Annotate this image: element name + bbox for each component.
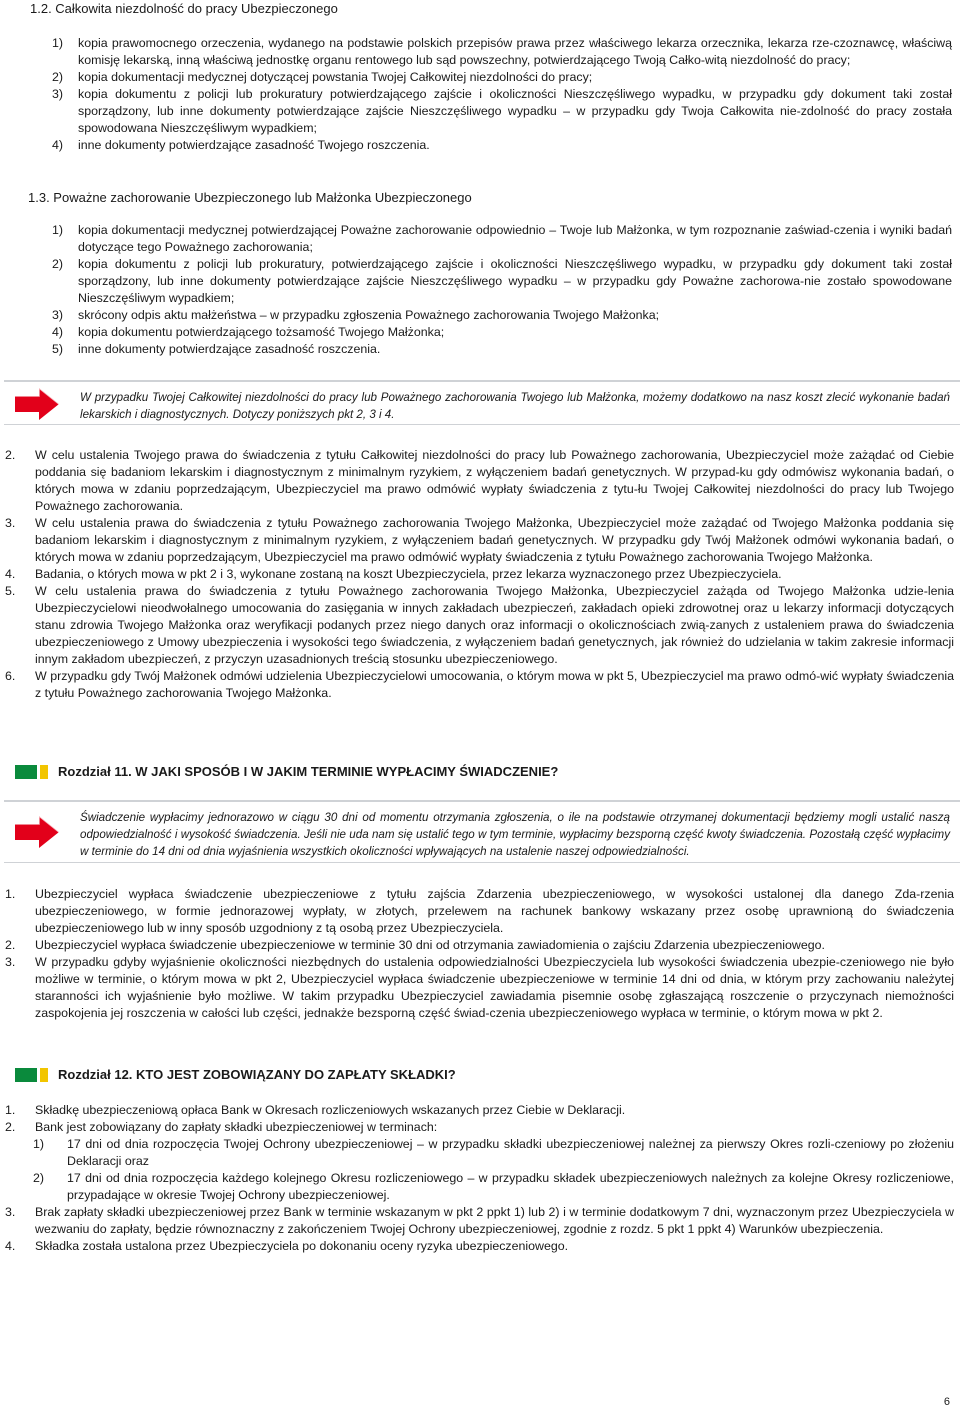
list-item: 3. W celu ustalenia prawa do świadczenia z tytułu Poważnego zachorowania Twojego Małżonka, Ubezpieczyciel może zażądać od Twojego Małżonka poddania się badaniom lekarskim i diagnostycznym z minimalnym ryzykiem, z wyłączeniem badań genetycznych. W przypadku gdy Twój Małżonek odmówi wykonania badań, o których mowa w zdaniu poprzedzającym, Ubezpieczyciel ma prawo odmówić wypłaty świadczenia z tytułu Poważnego zachorowania Twojego Małżonka.: [5, 516, 954, 564]
page-number: 6: [943, 1396, 950, 1408]
callout-bottom-rule: [4, 424, 960, 425]
chapter-11-list: [5, 886, 954, 1022]
section-1-3-list: [52, 222, 952, 358]
list-item: 2. W celu ustalenia Twojego prawa do świadczenia z tytułu Całkowitej niezdolności do pracy lub Poważnego zachorowania, Ubezpieczyciel może zażądać od Ciebie poddania się badaniom lekarskim i diagnostycznym z minimalnym ryzykiem, z wyłączeniem badań genetycznych. W przypad-ku gdy odmówisz wykonania badań, o których mowa w zdaniu poprzedzającym, Ubezpieczyciel ma prawo odmówić wypłaty świadczenia z tytu-łu Twojej Całkowitej niezdolności do pracy lub Twojego Poważnego zachorowania.: [5, 448, 954, 513]
list-item: 4) kopia dokumentu potwierdzającego tożsamość Twojego Małżonka;: [52, 325, 445, 339]
list-item: 1) kopia prawomocnego orzeczenia, wydanego na podstawie polskich przepisów prawa przez właściwego lekarza orzecznika, lekarza rze-czoznawcę, właściwą komisję lekarską, inną właściwą jednostkę organu rentowego lub sąd powszechny, potwierdzającego Twoją Całko-witą niezdolność do pracy;: [52, 36, 952, 67]
chapter-marker-green: [15, 765, 37, 779]
chapter-12-list: [5, 1102, 954, 1255]
chapter-marker-yellow: [40, 1068, 48, 1082]
chapter-marker-green: [15, 1068, 37, 1082]
section-title-1-2: 1.2. Całkowita niezdolność do pracy Ubezpieczonego: [30, 1, 338, 16]
list-item: 2. Ubezpieczyciel wypłaca świadczenie ubezpieczeniowe w terminie 30 dni od otrzymania zawiadomienia o zajściu Zdarzenia ubezpieczeniowego.: [5, 938, 825, 952]
red-arrow-icon: [12, 812, 62, 852]
list-item: 3. Brak zapłaty składki ubezpieczeniowej przez Bank w terminie wskazanym w pkt 2 ppkt 1) lub 2) i w terminie dodatkowym 7 dni, wyznaczonym przez Ubezpieczyciela w wezwaniu do zapłaty, będzie równoznaczny z zakończeniem Twojej Ochrony ubezpieczeniowej, zgodnie z rozdz. 5 pkt 1 ppkt 4) Warunków ubezpieczenia.: [5, 1205, 954, 1236]
list-item: 2) kopia dokumentacji medycznej dotyczącej powstania Twojej Całkowitej niezdolności do pracy;: [52, 70, 593, 84]
section-title-1-3: 1.3. Poważne zachorowanie Ubezpieczonego lub Małżonka Ubezpieczonego: [28, 190, 472, 205]
info-callout: [4, 380, 960, 424]
list-item: 3) kopia dokumentu z policji lub prokuratury potwierdzającego zajście i okoliczności Nieszczęśliwego wypadku, w przypadku gdy dokument taki został sporządzony, lub inne dokumenty potwierdzające zajście Nieszczęśliwego wypadku – w przypadku gdy Twoja Całkowita nie-zdolność do pracy została spowodowana Nieszczęśliwym wypadkiem;: [52, 87, 952, 135]
points-2-6-list: [5, 447, 954, 702]
callout-text: W przypadku Twojej Całkowitej niezdolności do pracy lub Poważnego zachorowania Twojego lub Małżonka, możemy dodatkowo na nasz koszt zlecić wykonanie badań lekarskich i diagnostycznych. Dotyczy poniższych pkt 2, 3 i 4.: [80, 391, 950, 421]
callout-top-rule: [4, 380, 960, 382]
chapter-title: Rozdział 11. W JAKI SPOSÓB I W JAKIM TERMINIE WYPŁACIMY ŚWIADCZENIE?: [58, 764, 559, 779]
list-item: 2) kopia dokumentu z policji lub prokuratury, potwierdzającego zajście i okoliczności Nieszczęśliwego wypadku, w przypadku gdy dokument taki został sporządzony, lub inne dokumenty potwierdzające zajście Nieszczęśliwego wypadku – w przypadku gdy Poważne zachorowa-nie zostało spowodowane Nieszczęśliwym wypadkiem;: [52, 257, 952, 305]
callout-top-rule: [4, 800, 960, 802]
list-item: 5. W celu ustalenia prawa do świadczenia z tytułu Poważnego zachorowania Twojego Małżonka, Ubezpieczyciel zażąda od Twojego Małżonka udzie-lenia Ubezpieczycielowi nieodwołalnego umocowania do zasięgania w innych zakładach ubezpieczeń, zakładach opieki zdrowotnej oraz u lekarzy informacji dotyczących stanu zdrowia Twojego Małżonka oraz weryfikacji podanych przez niego danych oraz informacji o okolicznościach zwią-zanych z ustaleniem prawa do świadczenia ubezpieczeniowego z Umowy ubezpieczenia i wysokości tego świadczenia, z wyłączeniem badań genetycznych, jak również do udzielania w takim zakresie informacji innym zakładom ubezpieczeń, z przyczyn uzasadnionych treścią stosunku ubezpieczeniowego.: [5, 584, 954, 666]
list-item: 4) inne dokumenty potwierdzające zasadność Twojego roszczenia.: [52, 138, 430, 152]
list-item: 4. Badania, o których mowa w pkt 2 i 3, wykonane zostaną na koszt Ubezpieczyciela, przez lekarza wyznaczonego przez Ubezpieczyciela.: [5, 567, 782, 581]
list-item: 6. W przypadku gdy Twój Małżonek odmówi udzielenia Ubezpieczycielowi umocowania, o którym mowa w pkt 5, Ubezpieczyciel ma prawo odmó-wić wypłaty świadczenia z tytułu Poważnego zachorowania Twojego Małżonka.: [5, 669, 954, 700]
section-1-2-list: [52, 35, 952, 154]
list-item: 1) kopia dokumentacji medycznej potwierdzającej Poważne zachorowanie odpowiednio – Twoje lub Małżonka, w tym rozpoznanie zaświad-czenia i wyniki badań dotyczące tego Poważnego zachorowania;: [52, 223, 952, 254]
list-item: 3. W przypadku gdyby wyjaśnienie okoliczności niezbędnych do ustalenia odpowiedzialności Ubezpieczyciela lub wysokości świadczenia ubezpie-czeniowego nie było możliwe w terminie, o którym mowa w pkt 2, Ubezpieczyciel wypłaca świadczenie ubezpieczeniowe w terminie 14 dni od dnia, w którym przy zachowaniu należytej staranności ich wyjaśnienie było możliwe. W takim przypadku Ubezpieczyciel zawiadamia pisemnie osobę zgłaszającą roszczenie o przyczynach niemożności zaspokojenia jej roszczenia w całości lub części, jednakże bezsporną część świad-czenia ubezpieczeniowego wypłaca w terminie, o którym mowa w pkt 2.: [5, 955, 954, 1020]
list-item: 1) 17 dni od dnia rozpoczęcia Twojej Ochrony ubezpieczeniowej – w przypadku składki ubezpieczeniowej należnej za pierwszy Okres rozli-czeniowy po złożeniu Deklaracji oraz: [33, 1137, 954, 1168]
chapter-title: Rozdział 12. KTO JEST ZOBOWIĄZANY DO ZAPŁATY SKŁADKI?: [58, 1067, 456, 1082]
chapter-12-sublist: [33, 1136, 954, 1204]
list-item: 5) inne dokumenty potwierdzające zasadność roszczenia.: [52, 342, 381, 356]
red-arrow-icon: [12, 384, 62, 424]
list-item: 4. Składka została ustalona przez Ubezpieczyciela po dokonaniu oceny ryzyka ubezpieczeniowego.: [5, 1239, 569, 1253]
list-item: 2) 17 dni od dnia rozpoczęcia każdego kolejnego Okresu rozliczeniowego – w przypadku składek ubezpieczeniowych należnych za kolejne Okresy rozliczeniowe, przypadające w okresie Twojej Ochrony ubezpieczeniowej.: [33, 1171, 954, 1202]
list-item: 1. Składkę ubezpieczeniową opłaca Bank w Okresach rozliczeniowych wskazanych przez Ciebie w Deklaracji.: [5, 1103, 626, 1117]
chapter-marker-yellow: [40, 765, 48, 779]
callout-bottom-rule: [4, 862, 960, 863]
list-item: 3) skrócony odpis aktu małżeństwa – w przypadku zgłoszenia Poważnego zachorowania Twojego Małżonka;: [52, 308, 660, 322]
list-item: 2. Bank jest zobowiązany do zapłaty składki ubezpieczeniowej w terminach: 1) 17 dni od dnia rozpoczęcia Twojej Ochrony ubezpieczeniowej – w przypadku składki ubezpieczeniowej należnej za pierwszy Okres rozli-czeniowy po złożeniu Deklaracji oraz 2) 17 dni od dnia rozpoczęcia każdego kolejnego Okresu rozliczeniowego – w przypadku składek ubezpieczeniowych należnych za kolejne Okresy rozliczeniowe, przypadające w okresie Twojej Ochrony ubezpieczeniowej.: [5, 1120, 954, 1202]
info-callout: [4, 800, 960, 862]
list-item: 1. Ubezpieczyciel wypłaca świadczenie ubezpieczeniowe z tytułu zajścia Zdarzenia ubezpieczeniowego, w wysokości ustalonej dla danego Zda-rzenia ubezpieczeniowego, w formie jednorazowej wypłaty, w złotych, przelewem na rachunek bankowy wskazany przez osobę uprawnioną do świadczenia ubezpieczeniowego lub w inny sposób uzgodniony z tą osobą przez Ubezpieczyciela.: [5, 887, 954, 935]
callout-text: Świadczenie wypłacimy jednorazowo w ciągu 30 dni od momentu otrzymania zgłoszenia, o ile na podstawie otrzymanej dokumentacji będziemy mogli ustalić naszą odpowiedzialność i wysokość świadczenia. Jeśli nie uda nam się ustalić tego w tym terminie, wypłacimy bezsporną część kwoty świadczenia. Pozostałą część wypłacimy w terminie do 14 dni od dnia wyjaśnienia wszystkich okoliczności wpływających na ustalenie naszej odpowiedzialności.: [80, 811, 950, 858]
